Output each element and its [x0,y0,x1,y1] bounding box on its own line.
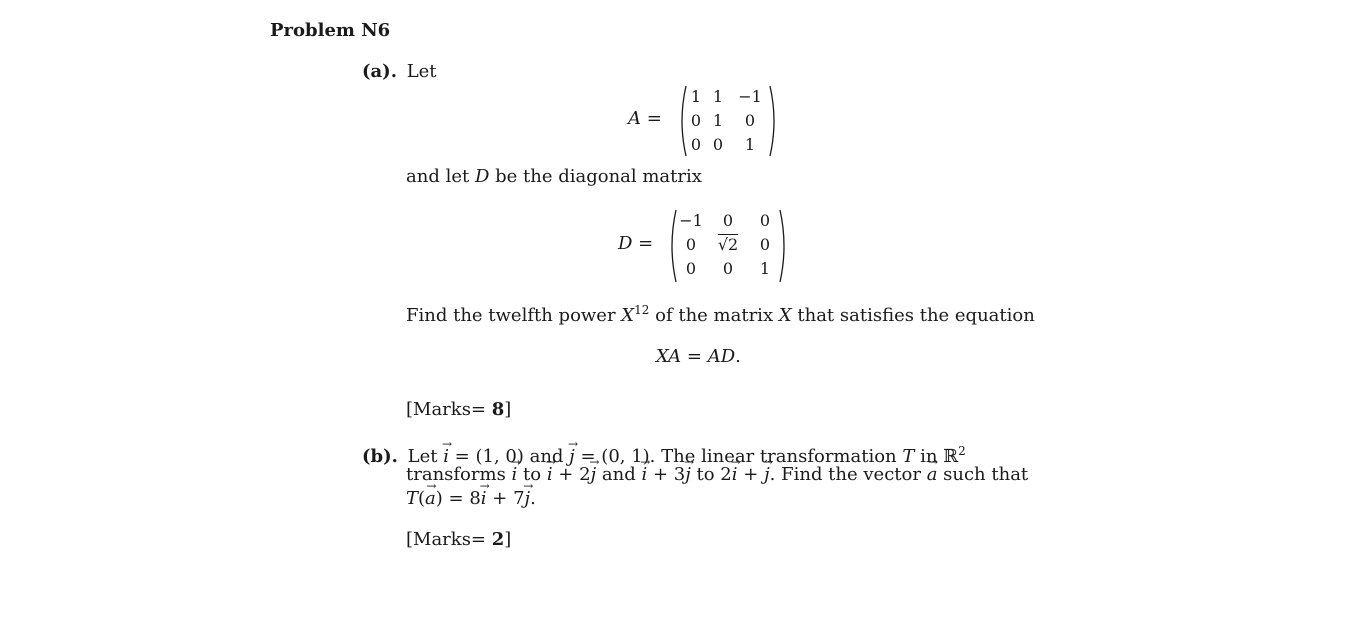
problem-title: Problem N6 [270,20,391,41]
diagonal-matrix-text: and let D be the diagonal matrix [406,166,702,187]
equation: XA = AD. [656,346,741,367]
marks-a: [Marks= 8] [406,399,512,420]
matrix-a-label: A = [628,108,662,129]
matrix-a-cell: 1 [690,87,702,106]
matrix-d-cell: 0 [722,259,734,278]
matrix-a-cell: 1 [712,111,724,130]
matrix-a-cell: 0 [690,111,702,130]
find-power-text: Find the twelfth power $X^{12}$ of the matrix X that satisfies the equation [406,303,1035,326]
part-a-intro: Let [406,61,437,82]
right-paren-icon [778,208,790,284]
matrix-d-cell: 0 [685,259,697,278]
matrix-a-cell: 0 [712,135,724,154]
part-b-label: (b). [362,446,398,467]
matrix-d-cell: 0 [759,235,771,254]
matrix-a-cell: 1 [744,135,756,154]
matrix-d-cell: 0 [759,211,771,230]
part-b-line-2: transforms → i to → i + 2→ j and → i + 3→ j to 2→ i + → j. Find the vector → a such that [406,463,1028,487]
matrix-d [666,208,790,284]
right-paren-icon [768,84,780,158]
part-a-heading [362,61,437,82]
matrix-d-cell: 0 [722,211,734,230]
matrix-d-label: D = [618,233,654,254]
marks-b: [Marks= 2] [406,529,512,550]
matrix-a-cell: 0 [690,135,702,154]
part-a-label: (a). [362,61,397,82]
part-b-line-3: T(→ a) = 8→ i + 7→ j. [406,487,536,511]
part-b-line-1: (b). Let → i = (1, 0) and → j = (0, 1). The linear transformation T in ℝ$^2$ [362,439,966,469]
matrix-a-cell: 1 [712,87,724,106]
matrix-d-cell: √2 [717,235,739,254]
matrix-a [676,84,780,158]
matrix-a-cell: 0 [744,111,756,130]
matrix-d-cell: −1 [679,211,703,230]
matrix-a-cell: −1 [738,87,762,106]
matrix-d-cell: 1 [759,259,771,278]
matrix-d-cell: 0 [685,235,697,254]
